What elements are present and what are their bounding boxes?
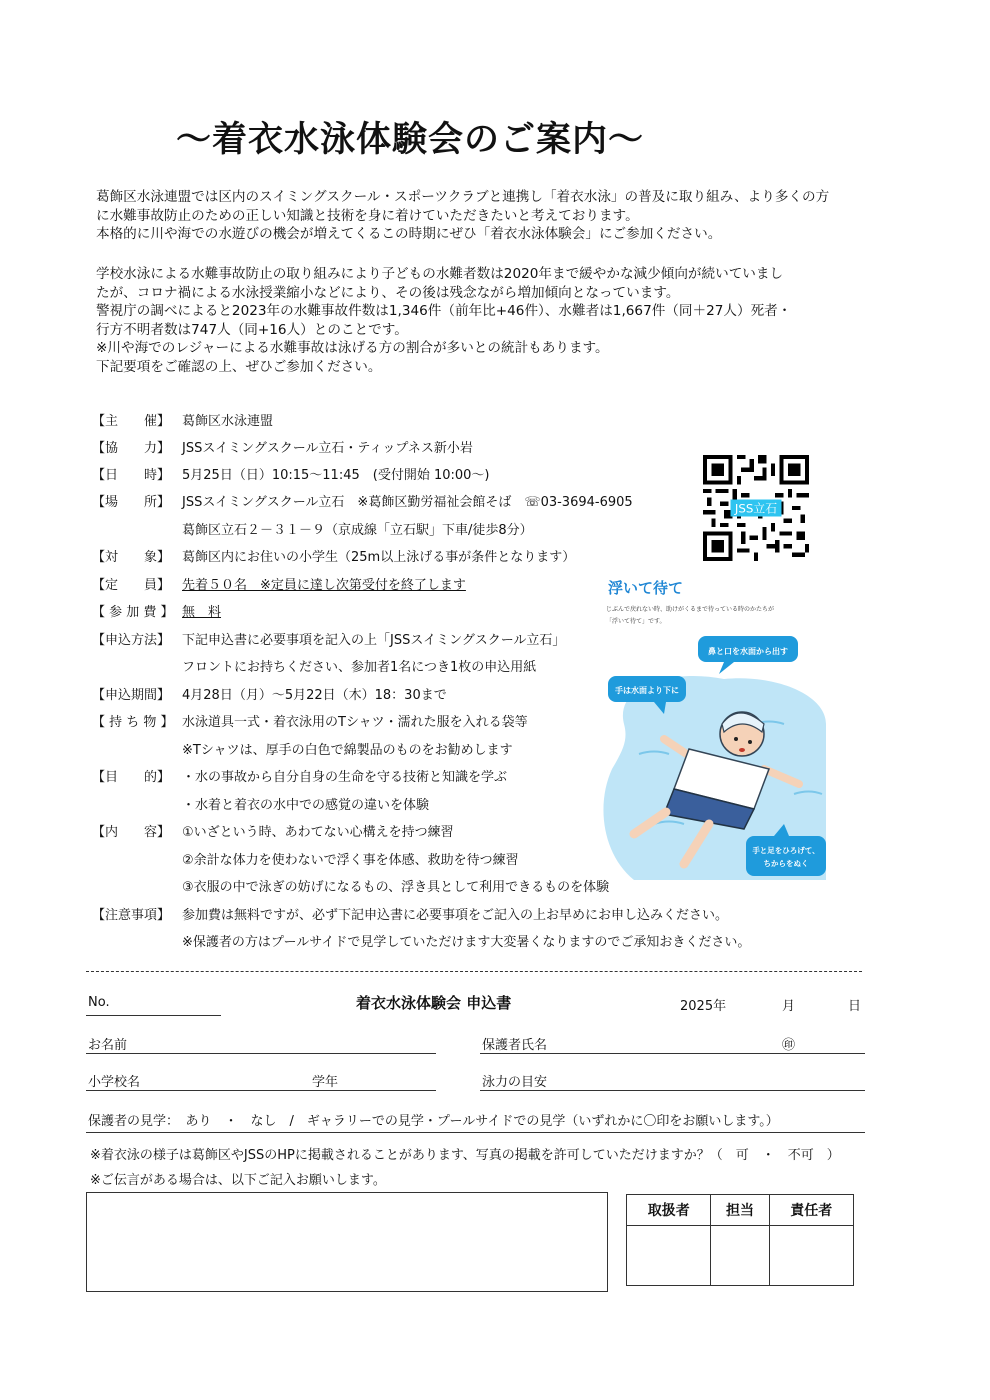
form-name-field[interactable] xyxy=(86,1053,436,1054)
detail-row-cooperation xyxy=(92,439,473,459)
intro-paragraph-2 xyxy=(96,265,856,377)
detail-value: 4月28日（月）～5月22日（木）18：30まで xyxy=(182,688,447,703)
detail-value: 葛飾区立石２－３１－９（京成線「立石駅」下車/徒歩8分） xyxy=(182,523,533,538)
detail-label: 【 参 加 費 】 xyxy=(92,605,174,620)
detail-row-capacity xyxy=(92,576,466,596)
intro-line: 葛飾区水泳連盟では区内のスイミングスクール・スポーツクラブと連携し「着衣水泳」の普及に取り組み、より多くの方 xyxy=(96,189,830,205)
intro-line: ※川や海でのレジャーによる水難事故は泳げる方の割合が多いとの統計もあります。 xyxy=(96,340,609,357)
stamp-cell[interactable] xyxy=(769,1226,853,1286)
form-day: 日 xyxy=(848,999,862,1014)
form-grade-label: 学年 xyxy=(312,1075,339,1090)
callout-text: ちからをぬく xyxy=(763,859,809,868)
detail-row-period xyxy=(92,686,447,706)
form-school-field[interactable] xyxy=(86,1090,436,1091)
detail-label: 【申込方法】 xyxy=(92,633,171,648)
stamp-header-manager: 責任者 xyxy=(769,1195,853,1226)
detail-value: 下記申込書に必要事項を記入の上「JSSスイミングスクール立石」 xyxy=(182,633,566,648)
detail-label: 【協 力】 xyxy=(92,441,171,456)
form-year: 2025年 xyxy=(680,999,727,1014)
form-name-label: お名前 xyxy=(88,1038,128,1053)
form-swim-level-label: 泳力の目安 xyxy=(482,1075,548,1090)
detail-value: 先着５０名 ※定員に達し次第受付を終了します xyxy=(182,578,466,593)
detail-label: 【申込期間】 xyxy=(92,688,171,703)
callout-bubble-1 xyxy=(698,636,798,674)
detail-value: JSSスイミングスクール立石 ※葛飾区勤労福祉会館そば ☏03-3694-6905 xyxy=(182,495,633,510)
detail-label: 【対 象】 xyxy=(92,550,171,565)
detail-label: 【内 容】 xyxy=(92,825,171,840)
intro-line: 学校水泳による水難事故防止の取り組みにより子どもの水難者数は2020年まで緩やかな減少傾向が続いていまし xyxy=(96,266,784,282)
cut-line xyxy=(86,971,862,972)
detail-value: 葛飾区内にお住いの小学生（25m以上泳げる事が条件となります） xyxy=(182,550,576,565)
detail-value: 無 料 xyxy=(182,605,222,620)
qr-label: JSS立石 xyxy=(734,501,778,516)
form-photo-note: ※着衣泳の様子は葛飾区やJSSのHPに掲載されることがあります、写真の掲載を許可していただけますか？（ 可 ・ 不可 ） xyxy=(90,1148,840,1163)
detail-row-target xyxy=(92,548,575,568)
form-guardian-field[interactable] xyxy=(480,1053,865,1054)
illustration-title: 浮いて待て xyxy=(608,579,684,597)
detail-label: 【主 催】 xyxy=(92,414,171,429)
detail-label: 【目 的】 xyxy=(92,770,171,785)
detail-value: JSSスイミングスクール立石・ティップネス新小岩 xyxy=(182,441,473,456)
detail-value: ・水の事故から自分自身の生命を守る技術と知識を学ぶ xyxy=(182,770,508,785)
form-no-label: No. xyxy=(88,995,110,1010)
stamp-cell[interactable] xyxy=(711,1226,769,1286)
detail-label: 【場 所】 xyxy=(92,495,171,510)
stamp-cell[interactable] xyxy=(627,1226,711,1286)
detail-value: 葛飾区水泳連盟 xyxy=(182,414,274,429)
intro-line: 本格的に川や海での水遊びの機会が増えてくるこの時期にぜひ「着衣水泳体験会」にご参加ください。 xyxy=(96,226,722,243)
float-and-wait-illustration xyxy=(594,574,830,880)
form-swim-level-field[interactable] xyxy=(480,1090,865,1091)
detail-value: ※保護者の方はプールサイドで見学していただけます大変暑くなりますのでご承知おきください。 xyxy=(182,935,751,950)
detail-row-content xyxy=(92,823,454,843)
stamp-table xyxy=(626,1194,854,1286)
illustration-subtitle: 「浮いて待て」です。 xyxy=(606,618,666,625)
detail-value: ・水着と着衣の水中での感覚の違いを体験 xyxy=(182,798,430,813)
form-guardian-label: 保護者氏名 xyxy=(482,1038,548,1053)
form-observation-line xyxy=(86,1132,865,1133)
detail-row-notes-2 xyxy=(92,933,750,953)
intro-paragraph-1 xyxy=(96,188,856,244)
intro-line: に水難事故防止のための正しい知識と技術を身に着けていただきたいと考えております。 xyxy=(96,207,639,224)
detail-value: ②余計な体力を使わないで浮く事を体感、救助を待つ練習 xyxy=(182,853,519,868)
detail-value: ①いざという時、あわてない心構えを持つ練習 xyxy=(182,825,454,840)
detail-row-venue xyxy=(92,493,633,513)
form-title: 着衣水泳体験会 申込書 xyxy=(356,994,512,1012)
page-title: ～着衣水泳体験会のご案内～ xyxy=(175,120,644,160)
callout-text: 鼻と口を水面から出す xyxy=(708,647,788,656)
form-observation: 保護者の見学： あり ・ なし / ギャラリーでの見学・プールサイドでの見学（いずれかに〇印をお願いします。） xyxy=(88,1114,779,1129)
detail-row-organizer xyxy=(92,412,273,432)
form-school-label: 小学校名 xyxy=(88,1075,141,1090)
detail-label: 【定 員】 xyxy=(92,578,171,593)
intro-line: たが、コロナ禍による水泳授業縮小などにより、その後は残念ながら増加傾向となっています。 xyxy=(96,284,680,301)
detail-row-belongings-2 xyxy=(92,741,513,761)
detail-row-datetime xyxy=(92,466,489,486)
form-month: 月 xyxy=(782,999,796,1014)
detail-row-notes xyxy=(92,906,728,926)
form-seal-mark: ㊞ xyxy=(782,1038,796,1053)
detail-label: 【注意事項】 xyxy=(92,908,171,923)
form-message-note: ※ご伝言がある場合は、以下ご記入お願いします。 xyxy=(90,1173,386,1188)
message-box[interactable] xyxy=(86,1192,608,1292)
detail-row-method xyxy=(92,631,565,651)
detail-row-purpose xyxy=(92,768,507,788)
callout-text: 手と足をひろげて、 xyxy=(752,846,820,855)
callout-text: 手は水面より下に xyxy=(615,686,679,695)
detail-value: 5月25日（日）10:15～11:45 (受付開始 10:00～) xyxy=(182,468,490,483)
intro-line: 行方不明者数は747人（同+16人）とのことです。 xyxy=(96,321,408,338)
illustration-subtitle: じぶんで戻れない時、助けがくるまで待っている時のかたちが xyxy=(606,606,775,613)
detail-label: 【日 時】 xyxy=(92,468,171,483)
detail-row-belongings xyxy=(92,713,528,733)
detail-value: ※Tシャツは、厚手の白色で綿製品のものをお勧めします xyxy=(182,743,513,758)
stamp-header-staff: 担当 xyxy=(711,1195,769,1226)
detail-row-method-2 xyxy=(92,658,536,678)
detail-row-address xyxy=(92,521,533,541)
stamp-header-handler: 取扱者 xyxy=(627,1195,711,1226)
intro-line: 下記要項をご確認の上、ぜひご参加ください。 xyxy=(96,358,382,375)
qr-code[interactable] xyxy=(703,455,809,561)
detail-row-fee xyxy=(92,603,221,623)
detail-value: ③衣服の中で泳ぎの妨げになるもの、浮き具として利用できるものを体験 xyxy=(182,880,610,895)
detail-value: 参加費は無料ですが、必ず下記申込書に必要事項をご記入の上お早めにお申し込みください。 xyxy=(182,908,729,923)
detail-row-content-2 xyxy=(92,851,519,871)
detail-value: 水泳道具一式・着衣泳用のTシャツ・濡れた服を入れる袋等 xyxy=(182,715,528,730)
detail-row-purpose-2 xyxy=(92,796,429,816)
detail-label: 【 持 ち 物 】 xyxy=(92,715,174,730)
intro-line: 警視庁の調べによると2023年の水難事故件数は1,346件（前年比+46件）、水難者は1,667件（同＋27人）死者・ xyxy=(96,303,792,320)
form-no-field[interactable] xyxy=(86,1015,221,1016)
detail-value: フロントにお持ちください、参加者1名につき1枚の申込用紙 xyxy=(182,660,537,675)
detail-row-content-3 xyxy=(92,878,609,898)
